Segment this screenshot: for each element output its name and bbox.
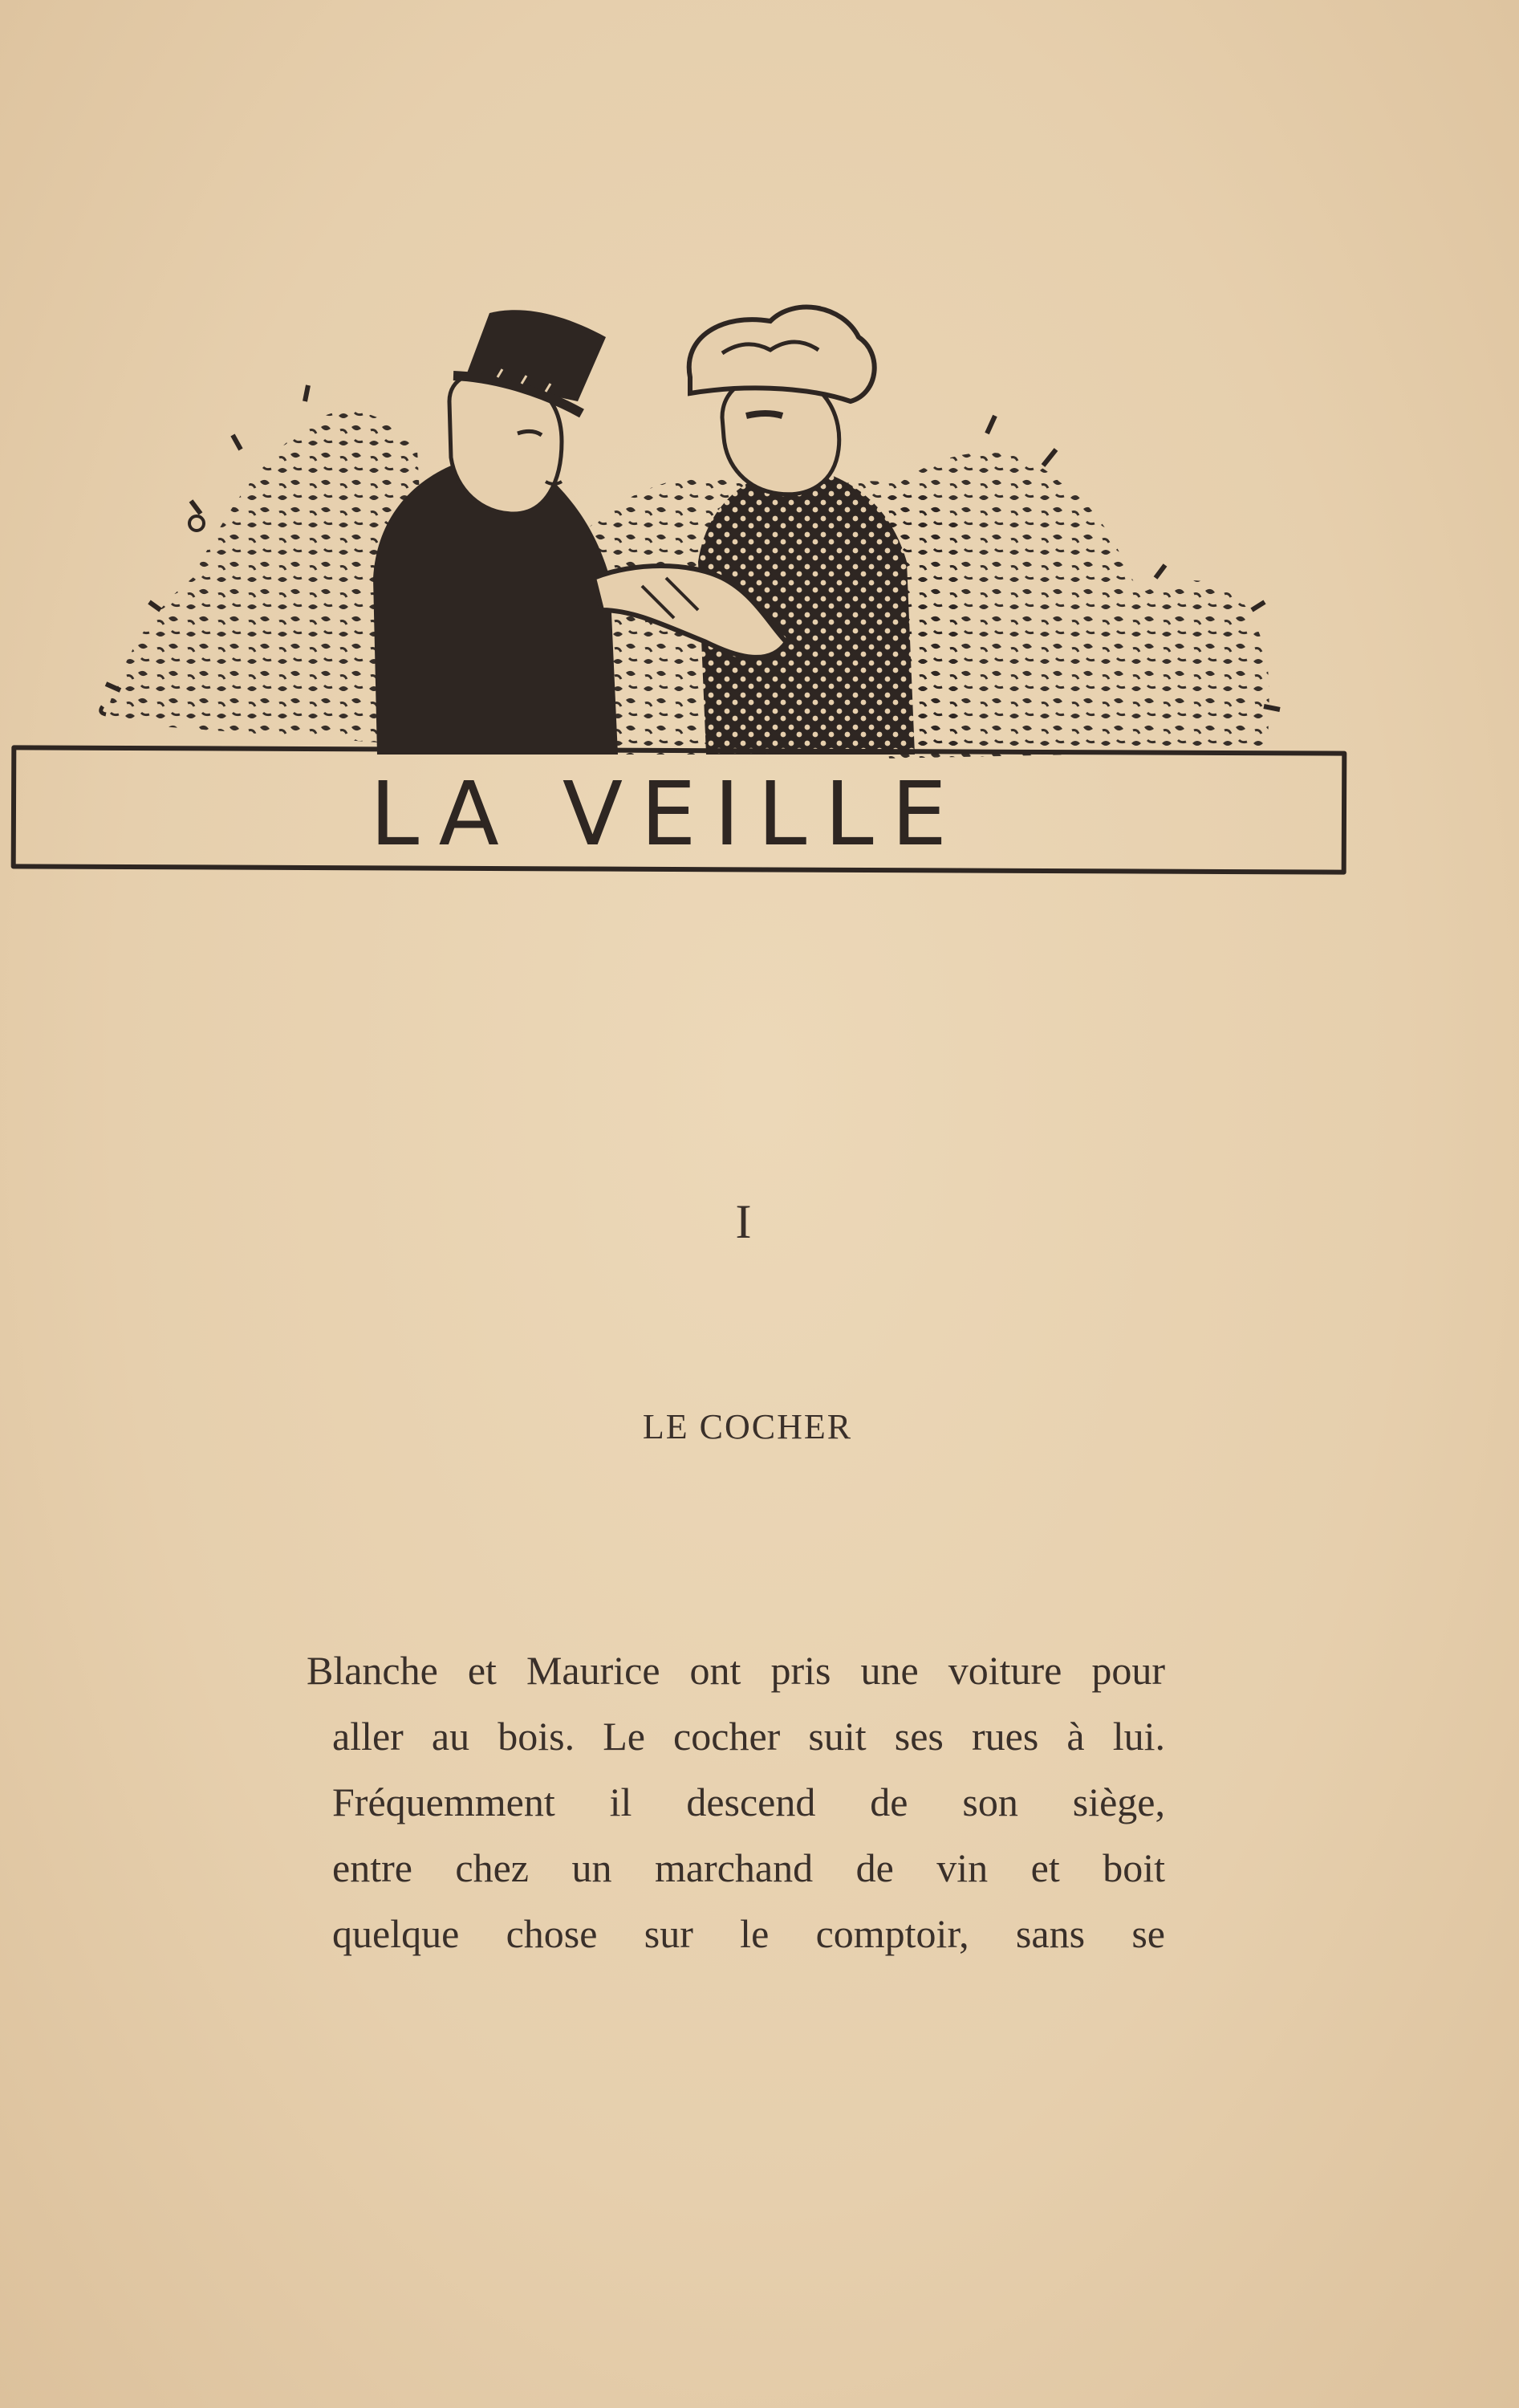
page-title: LA VEILLE xyxy=(369,763,965,865)
chapter-number: I xyxy=(735,1195,752,1248)
paragraph-line: entre chez un marchand de vin et boit xyxy=(332,1845,1165,1890)
paragraph-line: Blanche et Maurice ont pris une voiture pour xyxy=(307,1648,1165,1693)
paragraph-line: quelque chose sur le comptoir, sans se xyxy=(332,1911,1165,1956)
chapter-title: LE COCHER xyxy=(642,1407,853,1446)
paragraph-line: aller au bois. Le cocher suit ses rues à lui. xyxy=(332,1714,1165,1759)
body-paragraph xyxy=(307,1637,1165,1967)
paragraph-line: Fréquemment il descend de son siège, xyxy=(332,1780,1165,1824)
